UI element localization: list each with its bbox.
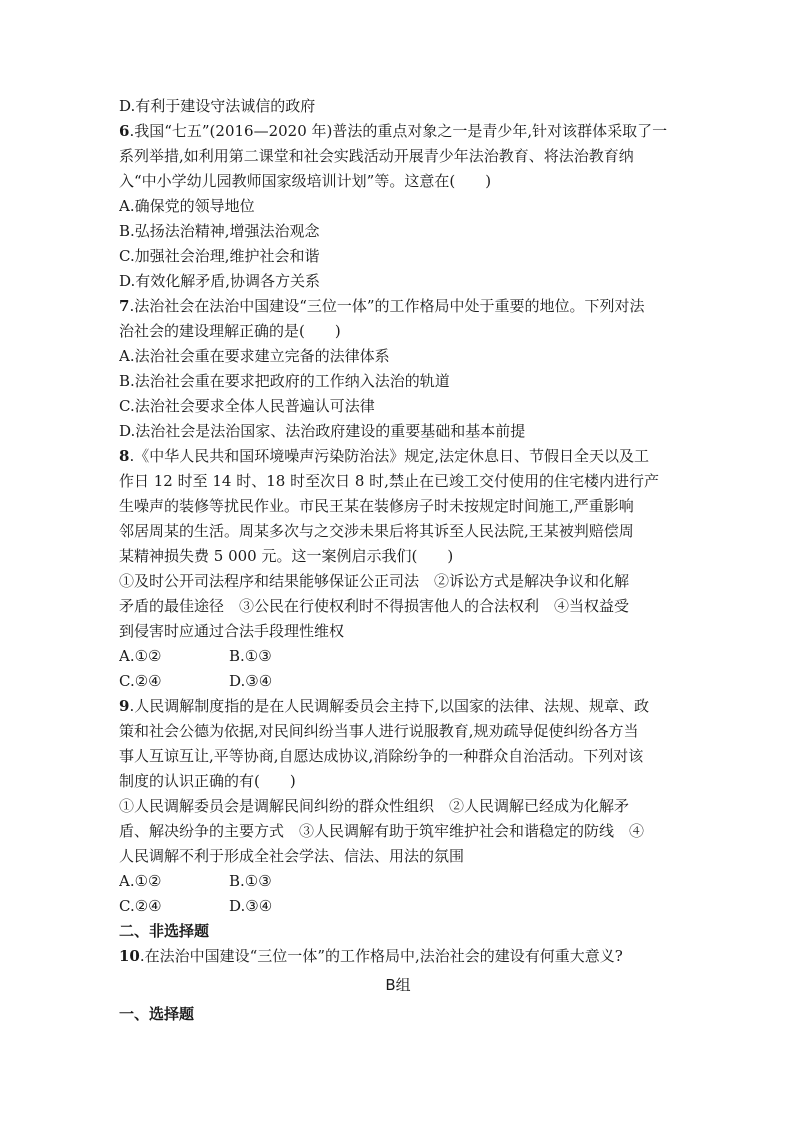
q6-stem-line3: 入“中小学幼儿园教师国家级培训计划”等。这意在( ) — [119, 172, 492, 190]
q7-option-d: D.法治社会是法治国家、法治政府建设的重要基础和基本前提 — [119, 422, 526, 440]
q9-number: 9 — [119, 697, 130, 715]
q9-options-row2 — [119, 894, 677, 919]
q6-stem-line1 — [119, 119, 677, 144]
q8-statements-line1: ①及时公开司法程序和结果能够保证公正司法 ②诉讼方式是解决争议和化解 — [119, 572, 630, 590]
q10-text: .在法治中国建设“三位一体”的工作格局中,法治社会的建设有何重大意义? — [139, 947, 623, 965]
q7-stem-line1 — [119, 294, 677, 319]
q7-option-b: B.法治社会重在要求把政府的工作纳入法治的轨道 — [119, 372, 450, 390]
document-page — [119, 94, 677, 1027]
group-b-heading: B组 — [385, 976, 411, 994]
q10-stem-line1 — [119, 944, 677, 969]
q8-stem-line2: 作日 12 时至 14 时、18 时至次日 8 时,禁止在已竣工交付使用的住宅楼内进行产 — [119, 472, 659, 490]
q6-text: .我国“七五”(2016—2020 年)普法的重点对象之一是青少年,针对该群体采取了一 — [129, 122, 668, 140]
q6-option-b: B.弘扬法治精神,增强法治观念 — [119, 222, 320, 240]
section-heading-choice: 一、选择题 — [119, 1005, 195, 1023]
q9-option-a: A.①② — [119, 872, 162, 890]
q8-number: 8 — [119, 447, 130, 465]
q9-option-b: B.①③ — [229, 872, 272, 890]
q8-option-a: A.①② — [119, 647, 162, 665]
q8-statements-line3: 到侵害时应通过合法手段理性维权 — [119, 622, 345, 640]
q6-stem-line2: 系列举措,如利用第二课堂和社会实践活动开展青少年法治教育、将法治教育纳 — [119, 147, 634, 165]
q8-stem-line1 — [119, 444, 677, 469]
q9-option-d: D.③④ — [229, 897, 273, 915]
q7-number: 7 — [119, 297, 130, 315]
q9-statements-line3: 人民调解不利于形成全社会学法、信法、用法的氛围 — [119, 847, 465, 865]
q9-option-c: C.②④ — [119, 897, 162, 915]
q6-option-d: D.有效化解矛盾,协调各方关系 — [119, 272, 321, 290]
q6-number: 6 — [119, 122, 130, 140]
q8-options-row2 — [119, 669, 677, 694]
q8-stem-line3: 生噪声的装修等扰民作业。市民王某在装修房子时未按规定时间施工,严重影响 — [119, 497, 634, 515]
q8-option-c: C.②④ — [119, 672, 162, 690]
q6-option-a: A.确保党的领导地位 — [119, 197, 255, 215]
q10-number: 10 — [119, 947, 140, 965]
q9-statements-line2: 盾、解决纷争的主要方式 ③人民调解有助于筑牢维护社会和谐稳定的防线 ④ — [119, 822, 645, 840]
q7-stem-line2: 治社会的建设理解正确的是( ) — [119, 322, 341, 340]
q9-text: .人民调解制度指的是在人民调解委员会主持下,以国家的法律、法规、规章、政 — [129, 697, 649, 715]
q9-statements-line1: ①人民调解委员会是调解民间纠纷的群众性组织 ②人民调解已经成为化解矛 — [119, 797, 630, 815]
q9-stem-line4: 制度的认识正确的有( ) — [119, 772, 296, 790]
q8-stem-line4: 邻居周某的生活。周某多次与之交涉未果后将其诉至人民法院,王某被判赔偿周 — [119, 522, 634, 540]
q5-option-d: D.有利于建设守法诚信的政府 — [119, 97, 316, 115]
q8-text: .《中华人民共和国环境噪声污染防治法》规定,法定休息日、节假日全天以及工 — [129, 447, 649, 465]
q8-option-b: B.①③ — [229, 647, 272, 665]
q9-stem-line1 — [119, 694, 677, 719]
q8-options-row1 — [119, 644, 677, 669]
q8-statements-line2: 矛盾的最佳途径 ③公民在行使权利时不得损害他人的合法权利 ④当权益受 — [119, 597, 630, 615]
q6-option-c: C.加强社会治理,维护社会和谐 — [119, 247, 320, 265]
q9-options-row1 — [119, 869, 677, 894]
q8-stem-line5: 某精神损失费 5 000 元。这一案例启示我们( ) — [119, 547, 454, 565]
q7-text: .法治社会在法治中国建设“三位一体”的工作格局中处于重要的地位。下列对法 — [129, 297, 645, 315]
q7-option-a: A.法治社会重在要求建立完备的法律体系 — [119, 347, 390, 365]
section-heading-non-choice: 二、非选择题 — [119, 922, 210, 940]
q7-option-c: C.法治社会要求全体人民普遍认可法律 — [119, 397, 375, 415]
q8-option-d: D.③④ — [229, 672, 273, 690]
q9-stem-line3: 事人互谅互让,平等协商,自愿达成协议,消除纷争的一种群众自治活动。下列对该 — [119, 747, 644, 765]
q9-stem-line2: 策和社会公德为依据,对民间纠纷当事人进行说服教育,规劝疏导促使纠纷各方当 — [119, 722, 639, 740]
